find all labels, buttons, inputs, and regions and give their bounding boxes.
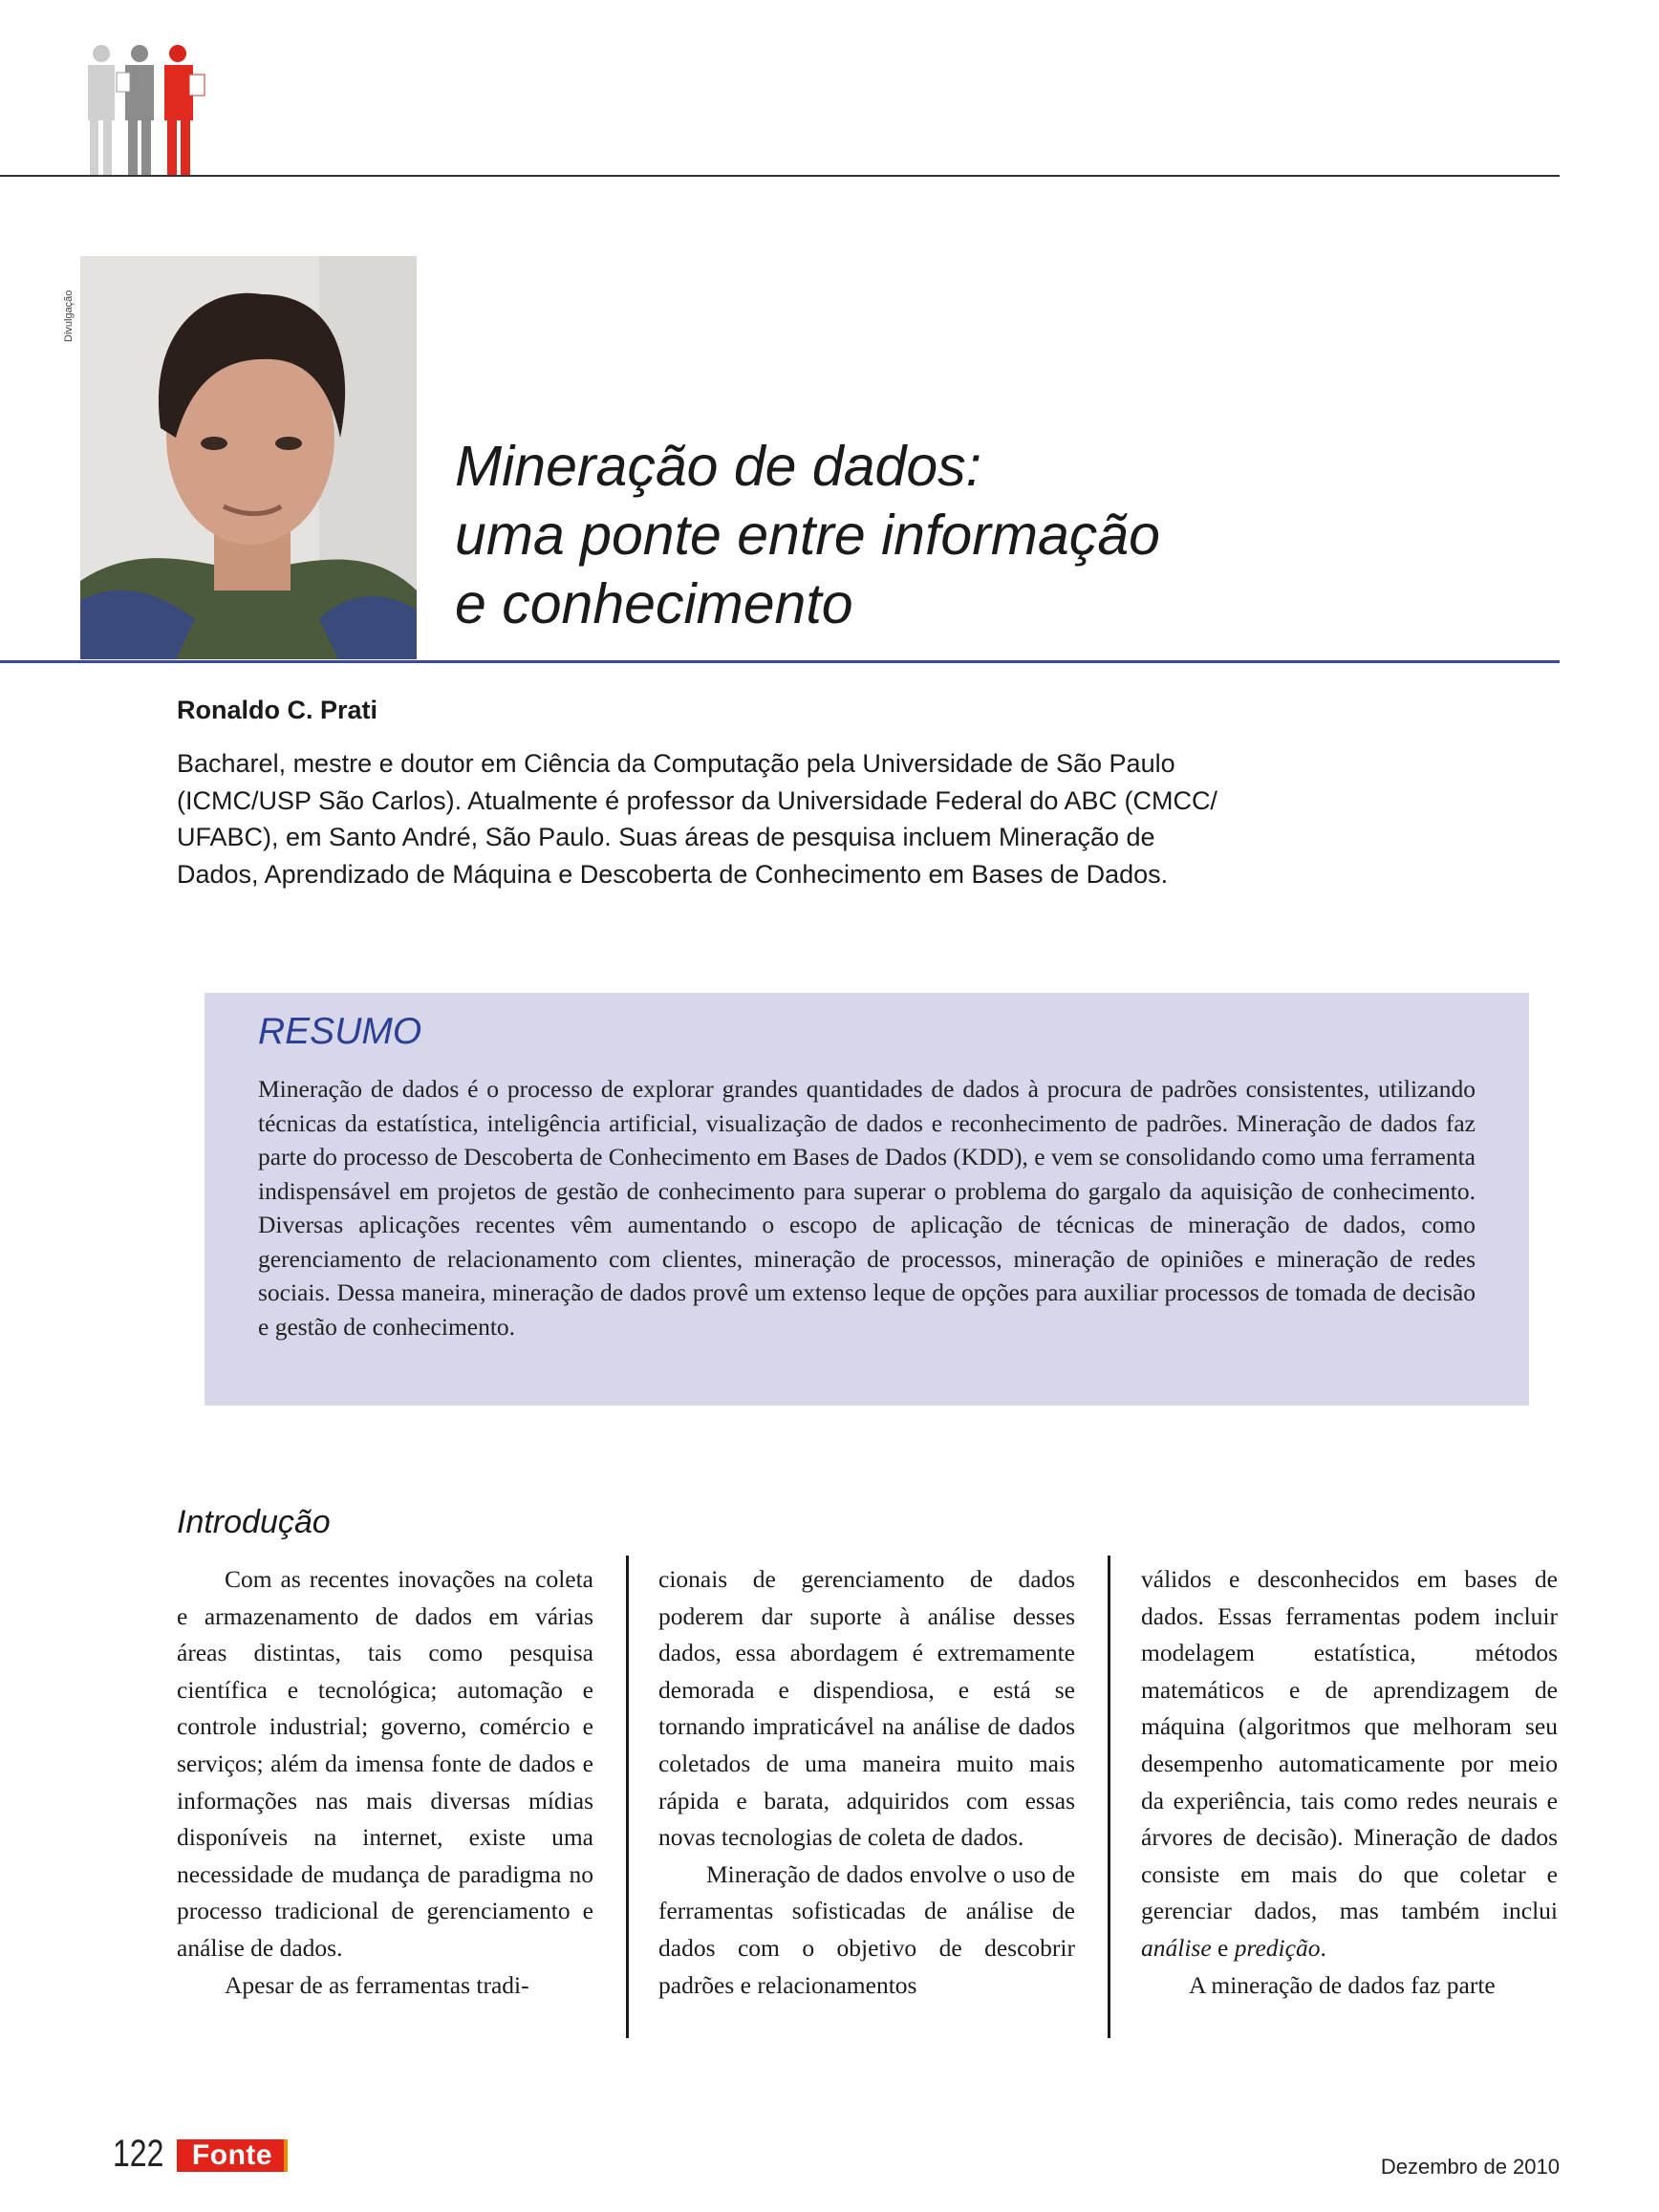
title-line-2: uma ponte entre informação [455, 504, 1160, 567]
column-divider [1108, 1556, 1110, 2038]
author-bio-line: Dados, Aprendizado de Máquina e Descoberta de Conhecimento em Bases de Dados. [177, 859, 1169, 889]
author-name: Ronaldo C. Prati [177, 696, 378, 724]
introduction-heading: Introdução [177, 1504, 331, 1540]
column-divider [626, 1556, 629, 2038]
text-column-2 [658, 1561, 1075, 2004]
author-bio [177, 745, 1343, 892]
header-rule [0, 175, 1560, 177]
author-photo [80, 256, 417, 659]
paragraph: cionais de gerenciamento de dados poderem dar suporte à análise desses dados, essa abordagem é extremamente demorada e dispendiosa, e está se tornando impraticável na análise de dados coletados de uma maneira muito mais rápida e barata, adquiridos com essas novas tecnologias de coleta de dados. [658, 1565, 1075, 1852]
paragraph: Com as recentes inovações na coleta e armazenamento de dados em várias áreas distintas, tais como pesquisa científica e tecnológica; automação e controle industrial; governo, comércio e serviços; além da imensa fonte de dados e informações nas mais diversas mídias disponíveis na internet, existe uma necessidade de mudança de paradigma no processo tradicional de gerenciamento e análise de dados. [177, 1565, 593, 1962]
paragraph: A mineração de dados faz parte [1189, 1970, 1496, 1999]
paragraph [1141, 1561, 1558, 1967]
magazine-logo: Fonte [177, 2139, 288, 2172]
page-number: 122 [113, 2133, 164, 2175]
header-people-logo [80, 44, 224, 178]
paragraph: Mineração de dados envolve o uso de ferramentas sofisticadas de análise de dados com o objetivo de descobrir padrões e relacionamentos [658, 1859, 1075, 1999]
title-rule [0, 660, 1560, 663]
photo-credit: Divulgação [63, 290, 75, 342]
paragraph-text: válidos e desconhecidos em bases de dados. Essas ferramentas podem incluir modelagem estatística, métodos matemáticos e de aprendizagem de máquina (algoritmos que melhoram seu desempenho automaticamente por meio da experiência, tais como redes neurais e árvores de decisão). Mineração de dados consiste em mais do que coletar e gerenciar dados, mas também inclui [1141, 1565, 1558, 1925]
paragraph-text: . [1320, 1933, 1326, 1962]
author-bio-line: UFABC), em Santo André, São Paulo. Suas áreas de pesquisa incluem Mineração de [177, 823, 1155, 851]
article-title [455, 432, 1506, 638]
person-figure-light [88, 45, 115, 176]
abstract-heading: RESUMO [258, 1011, 422, 1052]
title-line-1: Mineração de dados: [455, 435, 982, 498]
abstract-text: Mineração de dados é o processo de explorar grandes quantidades de dados à procura de padrões consistentes, utilizando técnicas da estatística, inteligência artificial, visualização de dados e reconhecimento de padrões. Mineração de dados faz parte do processo de Descoberta de Conhecimento em Bases de Dados (KDD), e vem se consolidando como uma ferramenta indispensável em projetos de gestão de conhecimento para superar o problema do gargalo da aquisição de conhecimento. Diversas aplicações recentes vêm aumentando o escopo de aplicação de técnicas de mineração de dados, como gerenciamento de relacionamento com clientes, mineração de processos, mineração de opiniões e mineração de redes sociais. Dessa maneira, mineração de dados provê um extenso leque de opções para auxiliar processos de tomada de decisão e gestão de conhecimento. [258, 1075, 1476, 1341]
person-figure-gray [117, 45, 154, 176]
paragraph: Apesar de as ferramentas tradi- [225, 1970, 529, 1999]
emphasis-predicao: predição [1234, 1933, 1321, 1962]
author-bio-line: (ICMC/USP São Carlos). Atualmente é professor da Universidade Federal do ABC (CMCC/ [177, 785, 1217, 815]
emphasis-analise: análise [1141, 1933, 1212, 1962]
text-column-1 [177, 1561, 593, 2004]
issue-date: Dezembro de 2010 [1380, 2155, 1560, 2179]
paragraph-text: e [1211, 1933, 1235, 1962]
person-figure-red [164, 45, 205, 176]
author-bio-line: Bacharel, mestre e doutor em Ciência da Computação pela Universidade de São Paulo [177, 749, 1175, 778]
title-line-3: e conhecimento [455, 572, 853, 635]
text-column-3 [1141, 1561, 1558, 2004]
